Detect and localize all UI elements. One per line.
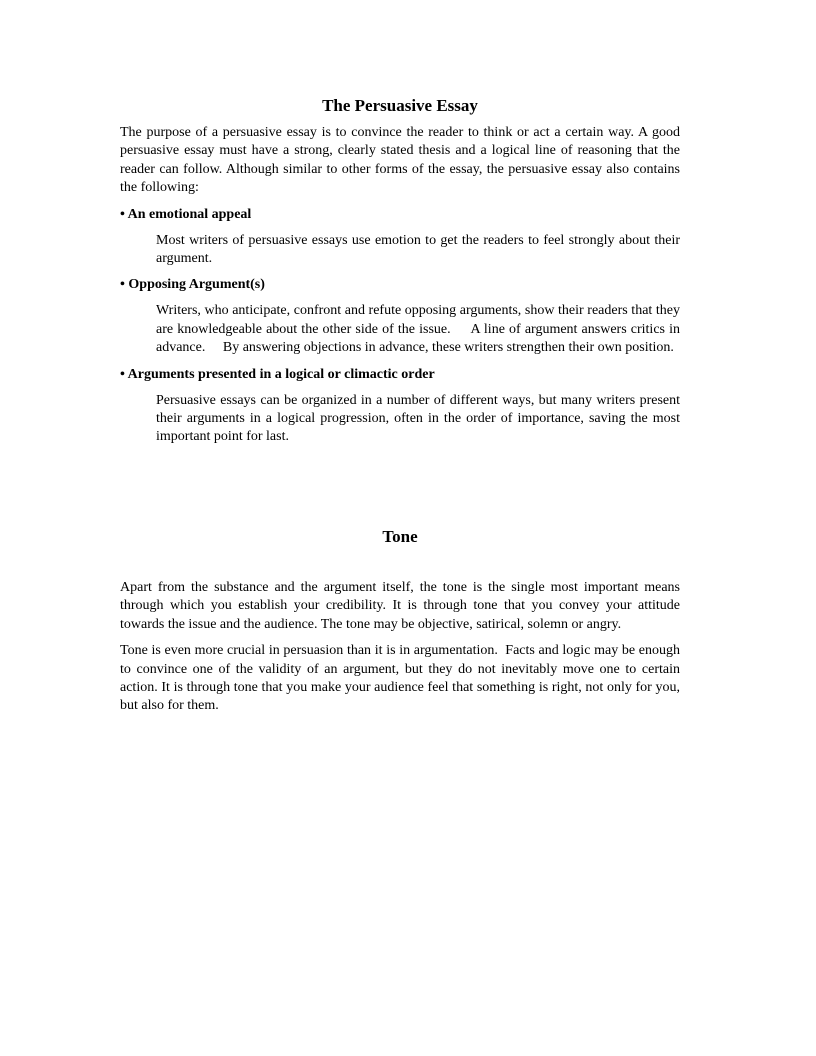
page-title: The Persuasive Essay <box>322 96 478 115</box>
section-opposing-arguments <box>120 276 684 357</box>
section-emotional-appeal <box>120 206 680 269</box>
section-body: Persuasive essays can be organized in a number of different ways, but many writers present their arguments in a logical progression, often in the order of importance, saving the most important point for last. <box>156 392 680 445</box>
tone-title: Tone <box>382 526 418 546</box>
section-body: Most writers of persuasive essays use emotion to get the readers to feel strongly about their argument. <box>156 232 680 267</box>
document-content <box>120 94 684 724</box>
section-heading: • Arguments presented in a logical or climactic order <box>120 366 435 382</box>
intro-paragraph: The purpose of a persuasive essay is to convince the reader to think or act a certain way. A good persuasive essay must have a strong, clearly stated thesis and a logical line of reasoning that the reader can follow. Although similar to other forms of the essay, the persuasive essay also contains the following: <box>120 125 680 196</box>
section-body: Writers, who anticipate, confront and refute opposing arguments, show their readers that they are knowledgeable about the other side of the issue. A line of argument answers critics in advance. By answering objections in advance, these writers strengthen their own position. <box>156 303 684 356</box>
tone-paragraph: Apart from the substance and the argument itself, the tone is the single most important means through which you establish your credibility. It is through tone that you convey your attitude towards the issue and the audience. The tone may be objective, satirical, solemn or angry. <box>120 579 680 632</box>
section-heading: • Opposing Argument(s) <box>120 277 265 293</box>
section-logical-order <box>120 366 680 447</box>
section-heading: • An emotional appeal <box>120 206 252 222</box>
tone-paragraph: Tone is even more crucial in persuasion than it is in argumentation. Facts and logic may be enough to convince one of the validity of an argument, but they do not inevitably move one to certain action. It is through tone that you make your audience feel that something is right, not only for you, but also for them. <box>120 643 684 714</box>
